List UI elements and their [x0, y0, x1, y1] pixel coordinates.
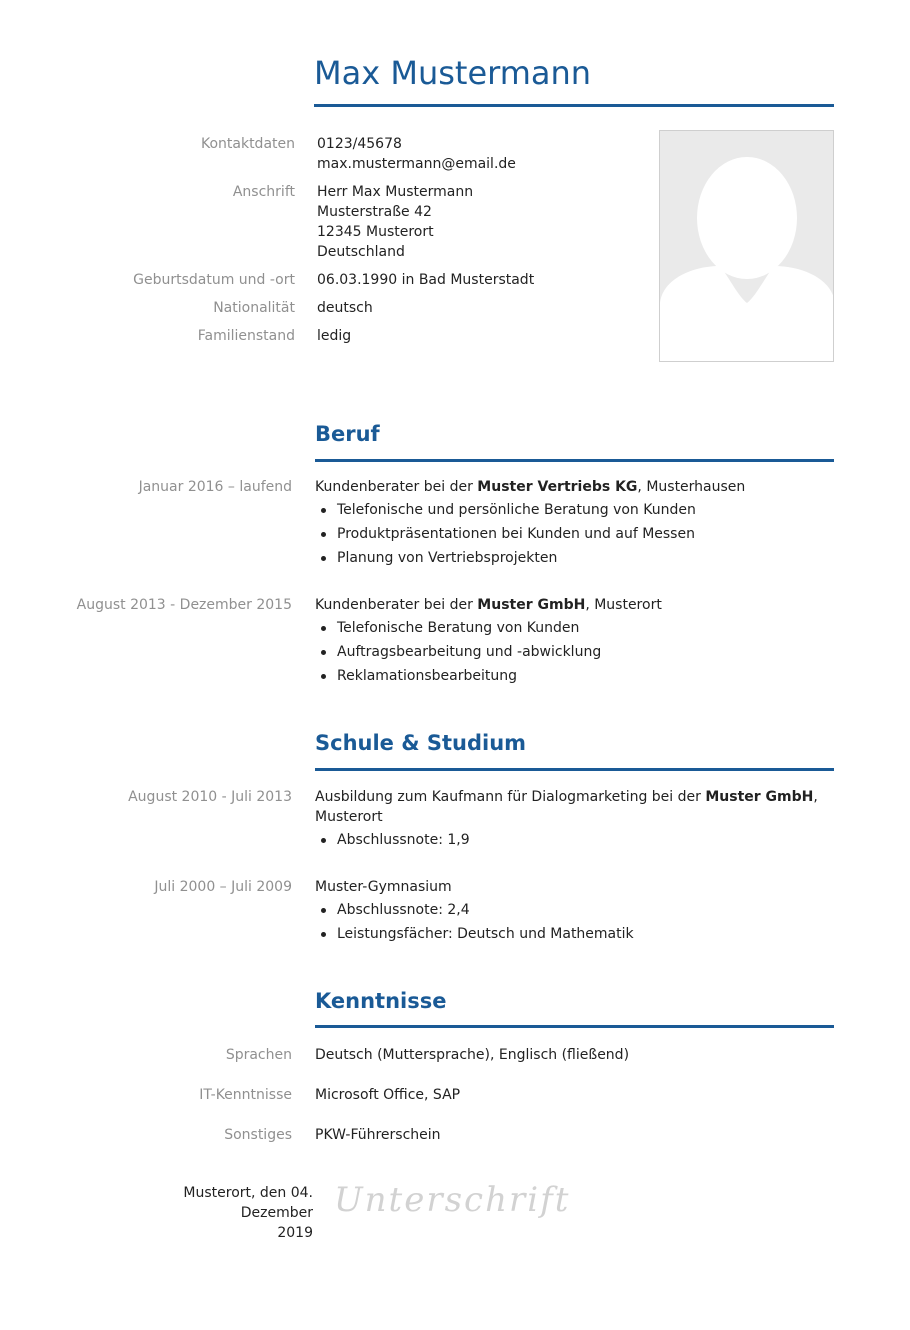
section-rule-kenntnisse — [315, 1025, 834, 1028]
job-1-bullets — [315, 498, 696, 570]
job-2-company: Muster GmbH — [477, 597, 586, 613]
section-title-kenntnisse: Kenntnisse — [315, 989, 447, 1013]
date-edu-2: Juli 2000 – Juli 2009 — [154, 879, 292, 895]
section-rule-schule — [315, 768, 834, 771]
value-address-city: 12345 Musterort — [317, 224, 434, 240]
list-item: Auftragsbearbeitung und -abwicklung — [315, 640, 601, 664]
value-familienstand: ledig — [317, 328, 352, 344]
section-rule-beruf — [315, 459, 834, 462]
list-item: Leistungsfächer: Deutsch und Mathematik — [315, 922, 634, 946]
value-email: max.mustermann@email.de — [317, 156, 516, 172]
date-edu-1: August 2010 - Juli 2013 — [128, 789, 292, 805]
value-sonstiges: PKW-Führerschein — [315, 1127, 441, 1143]
section-title-beruf: Beruf — [315, 422, 380, 446]
label-it-kenntnisse: IT-Kenntnisse — [199, 1087, 292, 1103]
list-item: Telefonische Beratung von Kunden — [315, 616, 601, 640]
value-phone: 0123/45678 — [317, 136, 402, 152]
section-title-schule: Schule & Studium — [315, 731, 527, 755]
label-sonstiges: Sonstiges — [224, 1127, 292, 1143]
edu-1-title: Ausbildung zum Kaufmann für Dialogmarketing bei der Muster GmbH, — [315, 789, 818, 805]
list-item: Abschlussnote: 2,4 — [315, 898, 634, 922]
job-2-bullets — [315, 616, 601, 688]
list-item: Telefonische und persönliche Beratung von Kunden — [315, 498, 696, 522]
edu-1-company: Muster GmbH — [705, 789, 814, 805]
job-1-company: Muster Vertriebs KG — [477, 479, 638, 495]
cv-name: Max Mustermann — [314, 54, 592, 92]
signature: Unterschrift — [334, 1180, 571, 1220]
label-geburtsdatum: Geburtsdatum und -ort — [133, 272, 295, 288]
list-item: Planung von Vertriebsprojekten — [315, 546, 696, 570]
edu-2-bullets — [315, 898, 634, 946]
list-item: Abschlussnote: 1,9 — [315, 828, 470, 852]
edu-1-bullets — [315, 828, 470, 852]
date-job-1: Januar 2016 – laufend — [138, 479, 292, 495]
edu-2-title: Muster-Gymnasium — [315, 879, 452, 895]
job-1-title: Kundenberater bei der Muster Vertriebs KG, Musterhausen — [315, 479, 746, 495]
value-it-kenntnisse: Microsoft Office, SAP — [315, 1087, 461, 1103]
date-job-2: August 2013 - Dezember 2015 — [76, 597, 292, 613]
place-date — [113, 1183, 313, 1243]
list-item: Reklamationsbearbeitung — [315, 664, 601, 688]
name-underline — [314, 104, 834, 107]
label-kontaktdaten: Kontaktdaten — [200, 136, 295, 152]
profile-photo — [659, 130, 834, 362]
value-nationalitaet: deutsch — [317, 300, 373, 316]
list-item: Produktpräsentationen bei Kunden und auf Messen — [315, 522, 696, 546]
value-geburtsdatum: 06.03.1990 in Bad Musterstadt — [317, 272, 535, 288]
value-address-country: Deutschland — [317, 244, 405, 260]
person-silhouette-icon — [660, 131, 834, 362]
edu-1-location: Musterort — [315, 809, 383, 825]
place-date-line2: 2019 — [277, 1225, 313, 1241]
place-date-line1: Musterort, den 04. Dezember — [183, 1185, 313, 1221]
job-2-title: Kundenberater bei der Muster GmbH, Musterort — [315, 597, 662, 613]
label-familienstand: Familienstand — [197, 328, 295, 344]
label-anschrift: Anschrift — [232, 184, 295, 200]
label-sprachen: Sprachen — [225, 1047, 292, 1063]
label-nationalitaet: Nationalität — [213, 300, 295, 316]
value-address-name: Herr Max Mustermann — [317, 184, 474, 200]
value-address-street: Musterstraße 42 — [317, 204, 432, 220]
value-sprachen: Deutsch (Muttersprache), Englisch (fließend) — [315, 1047, 630, 1063]
